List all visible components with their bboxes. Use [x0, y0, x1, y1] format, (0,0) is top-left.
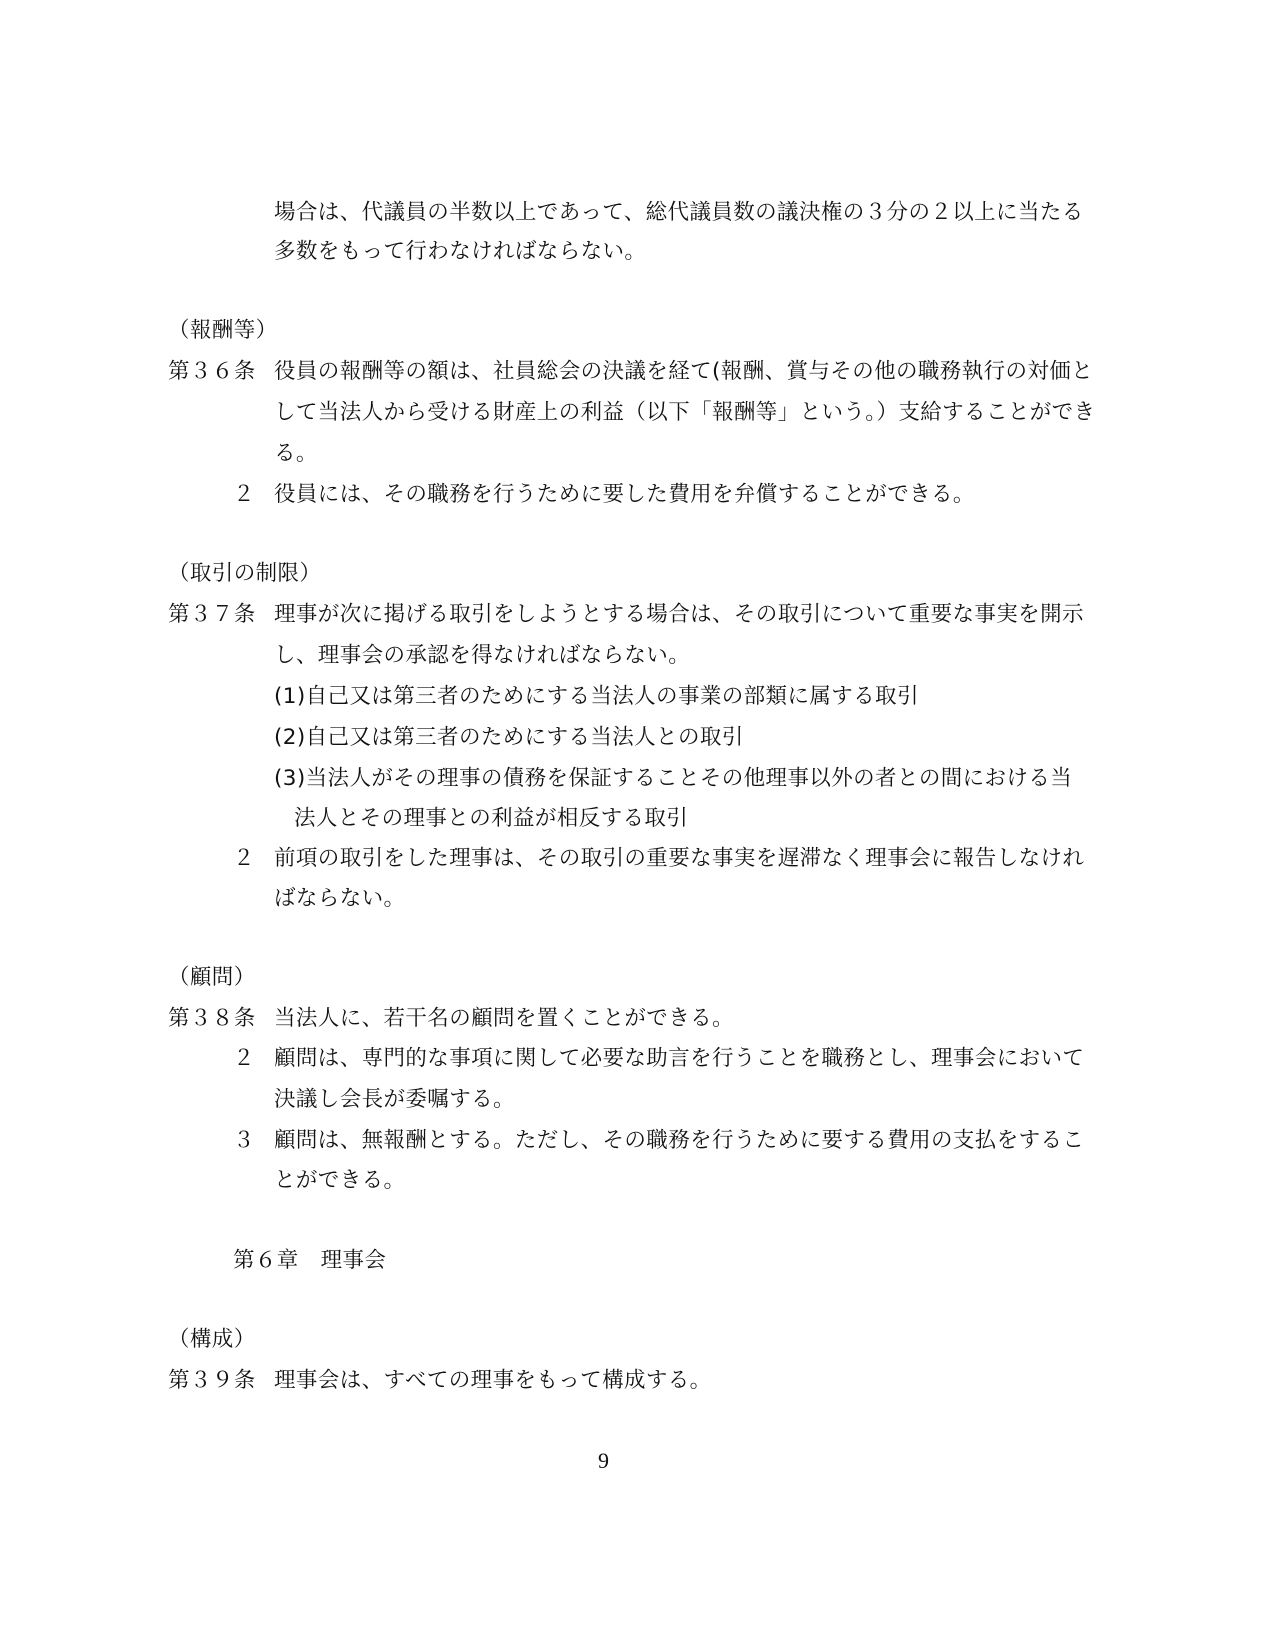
article-36-line-2: して当法人から受ける財産上の利益（以下「報酬等」という。）支給することができ: [274, 400, 1096, 425]
article-39-number: 第３９条: [168, 1368, 256, 1393]
page-number: 9: [598, 1448, 609, 1473]
article-36-line-3: る。: [274, 441, 318, 466]
article-37-caption: （取引の制限）: [168, 561, 322, 586]
article-38-text: 当法人に、若干名の顧問を置くことができる。: [274, 1006, 734, 1031]
continuation-line-2: 多数をもって行わなければならない。: [274, 239, 647, 264]
article-38-para-3-line-1: 顧問は、無報酬とする。ただし、その職務を行うために要する費用の支払をするこ: [274, 1128, 1085, 1153]
continuation-line-1: 場合は、代議員の半数以上であって、総代議員数の議決権の３分の２以上に当たる: [274, 200, 1084, 225]
article-37-line-1: 理事が次に掲げる取引をしようとする場合は、その取引について重要な事実を開示: [274, 602, 1084, 627]
article-37-number: 第３７条: [168, 602, 256, 627]
article-36-number: 第３６条: [168, 359, 256, 384]
article-37-para-2-number: ２: [233, 846, 255, 871]
article-39-caption: （構成）: [168, 1327, 256, 1352]
article-37-para-2-line-1: 前項の取引をした理事は、その取引の重要な事実を遅滞なく理事会に報告しなけれ: [274, 846, 1085, 871]
article-36-caption: （報酬等）: [168, 318, 278, 343]
article-38-para-3-line-2: とができる。: [274, 1168, 406, 1193]
article-38-para-2-line-1: 顧問は、専門的な事項に関して必要な助言を行うことを職務とし、理事会において: [274, 1046, 1085, 1071]
article-36-line-1: 役員の報酬等の額は、社員総会の決議を経て(報酬、賞与その他の職務執行の対価と: [274, 359, 1094, 384]
article-36-para-2-number: ２: [233, 482, 255, 507]
article-38-caption: （顧問）: [168, 965, 256, 990]
article-37-line-2: し、理事会の承認を得なければならない。: [274, 643, 691, 668]
article-38-para-3-number: ３: [233, 1128, 255, 1153]
article-37-item-3: (3)当法人がその理事の債務を保証することその他理事以外の者との間における当: [274, 766, 1073, 791]
article-37-item-1: (1)自己又は第三者のためにする当法人の事業の部類に属する取引: [274, 684, 919, 709]
chapter-6-title: 第６章 理事会: [233, 1248, 387, 1273]
article-37-item-3-continuation: 法人とその理事との利益が相反する取引: [294, 806, 689, 831]
article-38-number: 第３８条: [168, 1006, 256, 1031]
article-39-text: 理事会は、すべての理事をもって構成する。: [274, 1368, 712, 1393]
article-38-para-2-number: ２: [233, 1046, 255, 1071]
article-37-item-2: (2)自己又は第三者のためにする当法人との取引: [274, 725, 744, 750]
article-36-para-2-text: 役員には、その職務を行うために要した費用を弁償することができる。: [274, 482, 975, 507]
article-37-para-2-line-2: ばならない。: [274, 886, 406, 911]
article-38-para-2-line-2: 決議し会長が委嘱する。: [274, 1087, 515, 1112]
